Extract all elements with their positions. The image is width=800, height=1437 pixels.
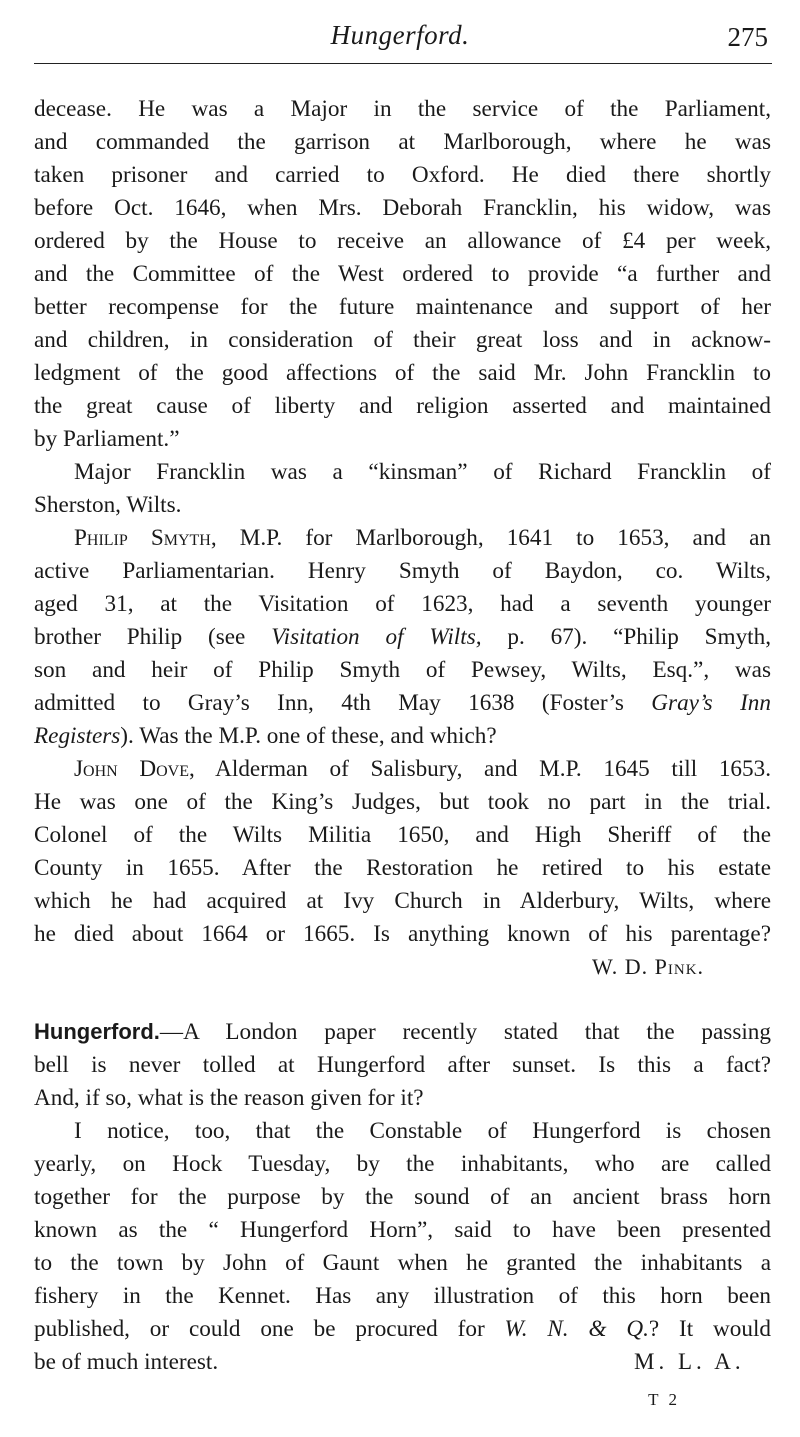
text-line: I notice, too, that the Constable of Hungerford is chosen <box>74 1118 771 1144</box>
citation-title: Gray’s Inn <box>651 690 771 716</box>
text-line: by Parliament.” <box>34 426 180 452</box>
text-line: published, or could one be procured for W. N. & Q.? It would <box>34 1316 771 1342</box>
text-line: taken prisoner and carried to Oxford. He died there shortly <box>34 162 771 188</box>
text-line: bell is never tolled at Hungerford after sunset. Is this a fact? <box>34 1052 771 1078</box>
text-line: Major Francklin was a “kinsman” of Richard Francklin of <box>74 459 771 485</box>
text-line: aged 31, at the Visitation of 1623, had a seventh younger <box>34 591 771 617</box>
text-line: Registers). Was the M.P. one of these, and which? <box>34 723 497 749</box>
text-line: be of much interest. <box>34 1349 219 1375</box>
text-line: Hungerford.—A London paper recently stated that the passing <box>34 1019 771 1045</box>
text-line: which he had acquired at Ivy Church in Alderbury, Wilts, where <box>34 888 771 914</box>
entry-name: John Dove, <box>74 756 195 782</box>
text-line: together for the purpose by the sound of an ancient brass horn <box>34 1184 771 1210</box>
citation-title: W. N. & Q. <box>504 1316 649 1342</box>
text-line: decease. He was a Major in the service of the Parliament, <box>34 96 771 122</box>
text-line: yearly, on Hock Tuesday, by the inhabitants, who are called <box>34 1151 771 1177</box>
text-line: active Parliamentarian. Henry Smyth of Baydon, co. Wilts, <box>34 558 771 584</box>
text-line: to the town by John of Gaunt when he granted the inhabitants a <box>34 1250 771 1276</box>
text-line: Philip Smyth, M.P. for Marlborough, 1641 to 1653, and an <box>74 525 771 551</box>
text-line: he died about 1664 or 1665. Is anything known of his parentage? <box>34 921 771 947</box>
text-line: He was one of the King’s Judges, but took no part in the trial. <box>34 789 771 815</box>
text-line: Sherston, Wilts. <box>34 492 182 518</box>
section-heading: Hungerford. <box>34 1019 160 1044</box>
signature: W. D. Pink. <box>592 954 705 979</box>
text-line: known as the “ Hungerford Horn”, said to have been presented <box>34 1217 771 1243</box>
text-line: better recompense for the future maintenance and support of her <box>34 294 771 320</box>
text-line: And, if so, what is the reason given for it? <box>34 1085 424 1111</box>
running-title: Hungerford. <box>330 20 470 50</box>
citation-title: Visitation of Wilts, <box>271 624 482 650</box>
citation-title: Registers <box>34 723 121 749</box>
signature: M. L. A. <box>634 1349 745 1374</box>
text-line: before Oct. 1646, when Mrs. Deborah Francklin, his widow, was <box>34 195 771 221</box>
text-line: ledgment of the good affections of the said Mr. John Francklin to <box>34 360 771 386</box>
header-rule <box>34 63 772 64</box>
text-line: admitted to Gray’s Inn, 4th May 1638 (Foster’s Gray’s Inn <box>34 690 771 716</box>
text-line: fishery in the Kennet. Has any illustration of this horn been <box>34 1283 771 1309</box>
text-line: son and heir of Philip Smyth of Pewsey, Wilts, Esq.”, was <box>34 657 771 683</box>
text-line: brother Philip (see Visitation of Wilts, p. 67). “Philip Smyth, <box>34 624 771 650</box>
text-line: and the Committee of the West ordered to provide “a further and <box>34 261 771 287</box>
text-line: Colonel of the Wilts Militia 1650, and High Sheriff of the <box>34 822 771 848</box>
text-line: and children, in consideration of their great loss and in acknow- <box>34 327 771 353</box>
text-line: John Dove, Alderman of Salisbury, and M.P. 1645 till 1653. <box>74 756 771 782</box>
text-line: County in 1655. After the Restoration he retired to his estate <box>34 855 771 881</box>
entry-name: Philip Smyth, <box>74 525 217 551</box>
printer-signature-mark: T 2 <box>648 1390 680 1409</box>
page-number: 275 <box>727 22 768 52</box>
text-line: and commanded the garrison at Marlborough, where he was <box>34 129 771 155</box>
text-line: ordered by the House to receive an allowance of £4 per week, <box>34 228 771 254</box>
text-line: the great cause of liberty and religion asserted and maintained <box>34 393 771 419</box>
